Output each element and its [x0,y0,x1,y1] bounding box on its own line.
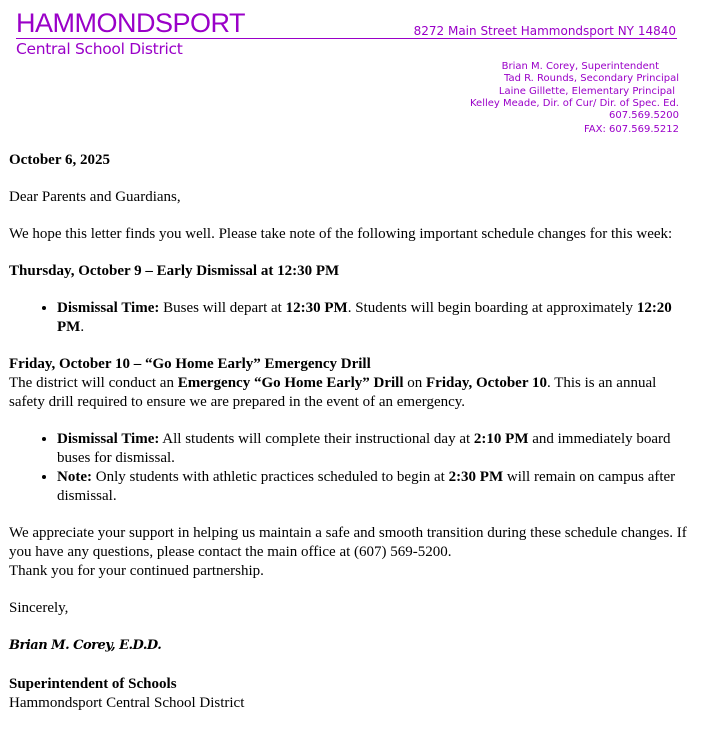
list-item: • Note: Only students with athletic practices scheduled to begin at 2:30 PM will remain on campus after dismissal. [57,468,689,506]
sign-off: Sincerely, [9,600,69,616]
intro-paragraph: We hope this letter finds you well. Please take note of the following important schedule changes for this week: [9,226,673,242]
thursday-list [9,299,689,337]
district-subtitle: Central School District [16,40,183,58]
letter-body [9,151,689,713]
staff-line: Kelley Meade, Dir. of Cur/ Dir. of Spec. Ed. [469,97,679,109]
friday-heading: Friday, October 10 – “Go Home Early” Emergency Drill [9,356,371,372]
staff-line: Laine Gillette, Elementary Principal [498,85,675,97]
signature: Brian M. Corey, E.D.D. [9,638,162,653]
phone: 607.569.5200 [609,110,679,122]
staff-line: Tad R. Rounds, Secondary Principal [503,73,679,85]
list-item: • Dismissal Time: Buses will depart at 12:30 PM. Students will begin boarding at approximately 12:20 PM. [57,299,689,337]
salutation: Dear Parents and Guardians, [9,189,181,205]
friday-paragraph: The district will conduct an Emergency “Go Home Early” Drill on Friday, October 10. This is an annual safety drill required to ensure we are prepared in the event of an emergency. [9,375,657,410]
signer-org: Hammondsport Central School District [9,695,245,711]
friday-list [9,430,689,506]
list-item: • Dismissal Time: All students will complete their instructional day at 2:10 PM and immediately board buses for dismissal. [57,430,689,468]
letterhead [16,8,677,39]
thursday-heading: Thursday, October 9 – Early Dismissal at 12:30 PM [9,263,340,279]
district-name: HAMMONDSPORT [16,8,246,38]
closing-paragraph: We appreciate your support in helping us maintain a safe and smooth transition during these schedule changes. If you have any questions, please contact the main office at (607) 569-5200. [9,525,687,560]
fax: FAX: 607.569.5212 [583,124,679,136]
signer-title: Superintendent of Schools [9,676,177,692]
staff-list [470,61,679,137]
letter-date: October 6, 2025 [9,152,110,168]
thanks-line: Thank you for your continued partnership. [9,563,264,579]
staff-line: Brian M. Corey, Superintendent [501,61,659,72]
district-address: 8272 Main Street Hammondsport NY 14840 [413,24,676,38]
